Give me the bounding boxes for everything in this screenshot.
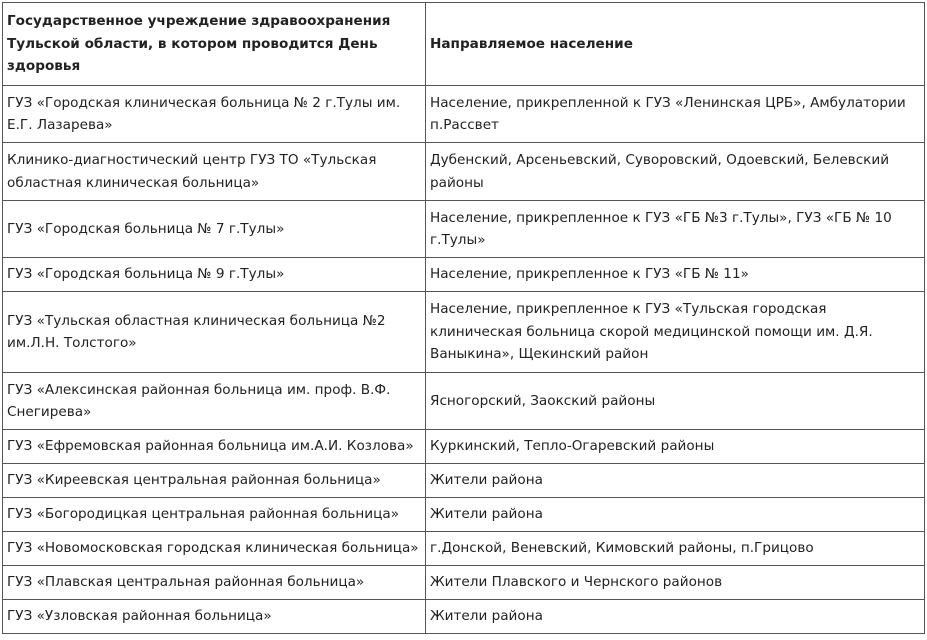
table-row	[3, 373, 925, 430]
table-row	[3, 201, 925, 258]
institution-cell: ГУЗ «Новомосковская городская клиническая больница»	[3, 532, 426, 566]
table-header-row	[3, 3, 925, 86]
institution-cell: ГУЗ «Городская клиническая больница № 2 г.Тулы им. Е.Г. Лазарева»	[3, 86, 426, 143]
population-cell: Жители района	[426, 464, 925, 498]
population-cell: Жители района	[426, 498, 925, 532]
table-row	[3, 600, 925, 634]
table-row	[3, 86, 925, 143]
table-row	[3, 464, 925, 498]
table-row	[3, 430, 925, 464]
population-cell: Ясногорский, Заокский районы	[426, 373, 925, 430]
institution-cell: ГУЗ «Городская больница № 7 г.Тулы»	[3, 201, 426, 258]
header-population: Направляемое население	[426, 3, 925, 86]
institution-cell: ГУЗ «Алексинская районная больница им. проф. В.Ф. Снегирева»	[3, 373, 426, 430]
table-row	[3, 143, 925, 201]
population-cell: Население, прикрепленное к ГУЗ «ГБ № 11»	[426, 258, 925, 292]
population-cell: Население, прикрепленное к ГУЗ «ГБ №3 г.Тулы», ГУЗ «ГБ № 10 г.Тулы»	[426, 201, 925, 258]
table-row	[3, 532, 925, 566]
institution-cell: ГУЗ «Киреевская центральная районная больница»	[3, 464, 426, 498]
population-cell: Население, прикрепленной к ГУЗ «Ленинская ЦРБ», Амбулатории п.Рассвет	[426, 86, 925, 143]
population-cell: Население, прикрепленное к ГУЗ «Тульская городская клиническая больница скорой медицинской помощи им. Д.Я. Ваныкина», Щекинский район	[426, 292, 925, 373]
population-cell: Дубенский, Арсеньевский, Суворовский, Одоевский, Белевский районы	[426, 143, 925, 201]
institution-cell: ГУЗ «Городская больница № 9 г.Тулы»	[3, 258, 426, 292]
population-cell: Жители Плавского и Чернского районов	[426, 566, 925, 600]
institution-cell: Клинико-диагностический центр ГУЗ ТО «Тульская областная клиническая больница»	[3, 143, 426, 201]
institution-cell: ГУЗ «Ефремовская районная больница им.А.И. Козлова»	[3, 430, 426, 464]
table-row	[3, 258, 925, 292]
health-day-table	[2, 2, 925, 634]
table-row	[3, 292, 925, 373]
institution-cell: ГУЗ «Плавская центральная районная больница»	[3, 566, 426, 600]
header-institution: Государственное учреждение здравоохранения Тульской области, в котором проводится День здоровья	[3, 3, 426, 86]
table-row	[3, 498, 925, 532]
population-cell: г.Донской, Веневский, Кимовский районы, п.Грицово	[426, 532, 925, 566]
population-cell: Куркинский, Тепло-Огаревский районы	[426, 430, 925, 464]
population-cell: Жители района	[426, 600, 925, 634]
institution-cell: ГУЗ «Богородицкая центральная районная больница»	[3, 498, 426, 532]
table-row	[3, 566, 925, 600]
institution-cell: ГУЗ «Тульская областная клиническая больница №2 им.Л.Н. Толстого»	[3, 292, 426, 373]
institution-cell: ГУЗ «Узловская районная больница»	[3, 600, 426, 634]
